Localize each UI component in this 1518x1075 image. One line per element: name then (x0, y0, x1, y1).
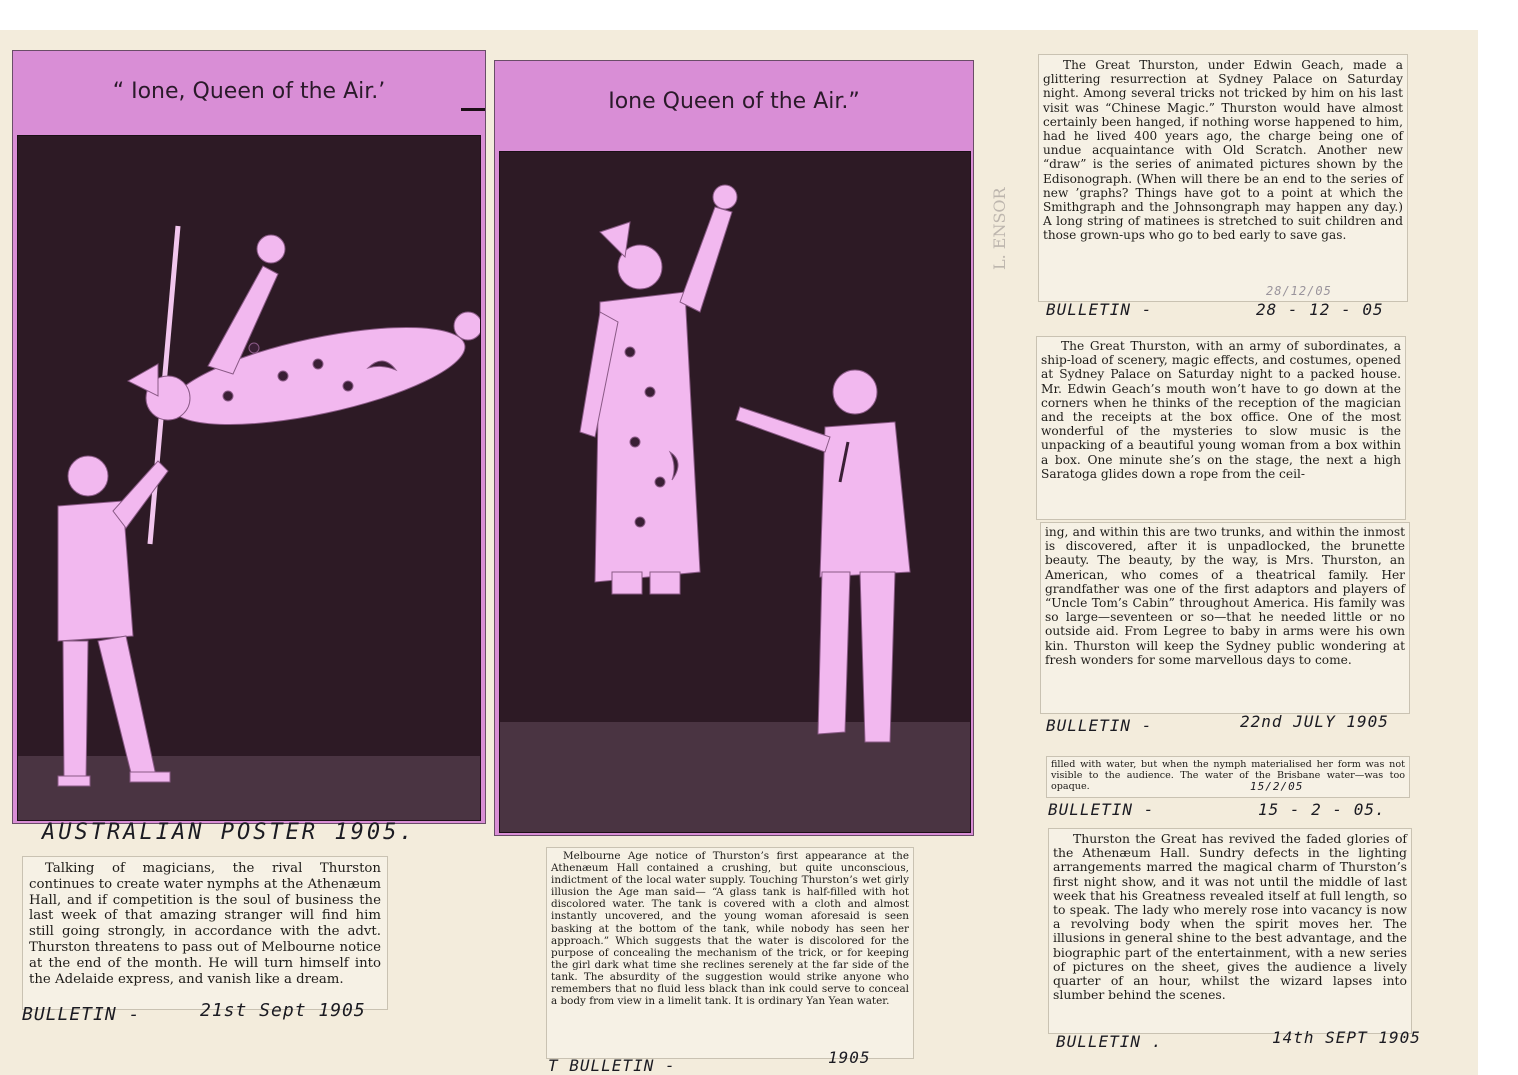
handwritten-date: 21st Sept 1905 (200, 1000, 366, 1021)
clipping-text: ing, and within this are two trunks, and within the inmost is discovered, after it is unpadlocked, the brunette beauty. The beauty, by the way, is Mrs. Thurston, an American, who comes of a theatrical family. Her grandfather was one of the first adaptors and players of “Uncle Tom’s Cabin” throughout America. His family was so large—seventeen or so—that he needed little or no outside aid. From Legree to baby in arms were his own kin. Thurston will keep the Sydney public wondering at fresh wonders for some marvellous days to come. (1045, 525, 1405, 667)
handwritten-date: 14th SEPT 1905 (1272, 1028, 1421, 1047)
handwritten-date: 1905 (828, 1048, 871, 1067)
clipping-great-thurston-geach (1038, 54, 1408, 302)
clipping-text: The Great Thurston, under Edwin Geach, made a glittering resurrection at Sydney Palace on Saturday night. Among several tricks not tricked by him on his last visit was “Chinese Magic.” Thurston would have almost certainly been hanged, if nothing worse happened to him, had he lived 400 years ago, the charge being one of undue acquaintance with Old Scratch. Another new “draw” is the series of animated pictures shown by the Edisonograph. (When will there be an end to the series of new ’graphs? Things have got to a point at which the Smithgraph and the Johnsongraph may happen any day.) A long string of matinees is stretched to suit children and those grown-ups who go to bed early to save gas. (1043, 58, 1403, 243)
caption-dash (461, 108, 485, 111)
handwritten-source: BULLETIN - (1048, 800, 1155, 819)
poster-photo (499, 151, 971, 833)
poster-levitation-wand (12, 50, 486, 824)
clipping-text: filled with water, but when the nymph materialised her form was not visible to the audience. The water of the Brisbane water—was too opaque. (1051, 759, 1405, 792)
handwritten-source: BULLETIN - (1046, 716, 1153, 735)
poster-caption: “ Ione, Queen of the Air.’ (112, 79, 386, 104)
clipping-melbourne-age (546, 847, 914, 1059)
handwritten-small-date: 15/2/05 (1250, 780, 1304, 793)
handwritten-date: 15 - 2 - 05. (1258, 800, 1386, 819)
clipping-filled-with-water (1046, 756, 1410, 798)
clipping-great-thurston-army (1036, 336, 1406, 520)
clipping-text: Thurston the Great has revived the faded glories of the Athenæum Hall. Sundry defects in the lighting arrangements marred the magical charm of Thurston’s first night show, and it was not until the middle of last week that his Greatness revealed itself at full length, so to speak. The lady who merely rose into vacancy is now a revolving body when the spirit moves her. The illusions in general shine to the best advantage, and the biographic part of the entertainment, with a new series of pictures on the sheet, gives the audience a lively quarter of an hour, whilst the wizard lapses into slumber behind the scenes. (1053, 831, 1407, 1003)
clipping-text: Melbourne Age notice of Thurston’s first appearance at the Athenæum Hall contained a crushing, but quite unconscious, indictment of the local water supply. Touching Thurston’s wet girly illusion the Age man said— “A glass tank is half-filled with hot discolored water. The tank is covered with a cloth and almost instantly uncovered, and the young woman aforesaid is seen basking at the bottom of the tank, while nobody has seen her approach.” Which suggests that the water is discolored for the purpose of concealing the mechanism of the trick, or for keeping the girl dark what time she reclines serenely at the far side of the tank. The absurdity of the suggestion would strike anyone who remembers that no fluid less black than ink could serve to conceal a body from view in a limelit tank. It is ordinary Yan Yean water. (551, 850, 909, 1008)
clipping-text: The Great Thurston, with an army of subordinates, a ship-load of scenery, magic effects, and costumes, opened at Sydney Palace on Saturday night to a packed house. Mr. Edwin Geach’s mouth won’t have to go down at the corners when he thinks of the reception of the magician and the receipts at the box office. One of the most wonderful of the mysteries to slow music is the unpacking of a beautiful young woman from a box within a box. One minute she’s on the stage, the next a high Saratoga glides down a rope from the ceil- (1041, 339, 1401, 481)
poster-caption: Ione Queen of the Air.” (608, 89, 860, 114)
handwritten-date: 28 - 12 - 05 (1256, 300, 1384, 319)
clipping-text: Talking of magicians, the rival Thurston continues to create water nymphs at the Athenæum Hall, and if competition is the soul of business the last week of that amazing stranger will find him still going strongly, in accordance with the advt. Thurston threatens to pass out of Melbourne notice at the end of the month. He will turn himself into the Adelaide express, and vanish like a dream. (29, 861, 381, 987)
clipping-thurston-revived (1048, 828, 1412, 1034)
floating-woman (128, 235, 480, 444)
library-stamp: L. ENSOR (990, 187, 1009, 270)
poster-photo (17, 135, 481, 821)
handwritten-source: T BULLETIN - (548, 1056, 676, 1075)
clipping-talking-of-magicians (22, 856, 388, 1010)
rising-woman (580, 185, 737, 594)
handwritten-source: BULLETIN - (22, 1004, 141, 1025)
poster-levitation-rise (494, 60, 974, 836)
handwritten-poster-note: AUSTRALIAN POSTER 1905. (42, 820, 416, 845)
handwritten-source: BULLETIN - (1046, 300, 1153, 319)
illusion-photo-1 (18, 136, 480, 820)
clipping-great-thurston-army-continued (1040, 522, 1410, 714)
page-margin (1478, 30, 1518, 1075)
handwritten-small-date: 28/12/05 (1266, 284, 1332, 298)
handwritten-source: BULLETIN . (1056, 1032, 1163, 1051)
handwritten-date: 22nd JULY 1905 (1240, 712, 1389, 731)
illusion-photo-2 (500, 152, 970, 832)
magician (736, 370, 910, 742)
